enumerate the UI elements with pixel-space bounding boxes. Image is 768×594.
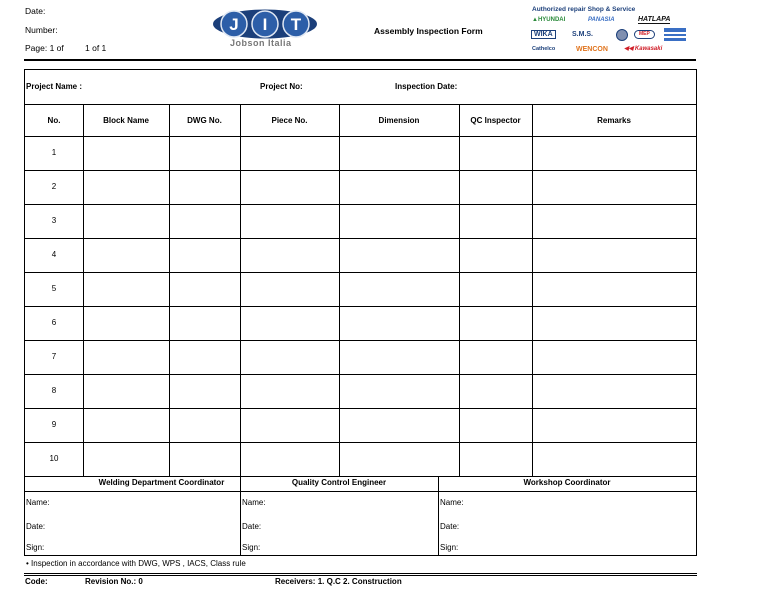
partner-flag-icon (664, 28, 686, 41)
form-left-border (24, 69, 25, 556)
table-row-number: 8 (51, 386, 57, 395)
workshop-date-label: Date: (440, 522, 460, 531)
col-divider-5 (459, 104, 460, 476)
row-divider (24, 238, 697, 239)
col-header-qc-inspector: QC Inspector (470, 116, 521, 125)
row-divider (24, 204, 697, 205)
qc-sign-label: Sign: (242, 543, 261, 552)
partner-panasia: PANASIA (588, 17, 615, 23)
signature-divider-2 (438, 476, 439, 556)
workshop-name-label: Name: (440, 498, 464, 507)
table-row-number: 7 (51, 352, 57, 361)
partner-hatlapa: HATLAPA (638, 16, 671, 23)
form-title: Assembly Inspection Form (374, 26, 483, 36)
partner-round-icon (614, 29, 630, 41)
workshop-coordinator-title: Workshop Coordinator (523, 478, 611, 487)
partners-heading: Authorized repair Shop & Service (532, 6, 636, 13)
table-row-number: 4 (51, 250, 57, 259)
partner-cathelco: Cathelco (532, 46, 556, 52)
row-divider (24, 170, 697, 171)
welding-name-label: Name: (26, 498, 50, 507)
table-row-number: 3 (51, 216, 57, 225)
welding-coordinator-title: Welding Department Coordinator (98, 478, 225, 487)
header-rule (24, 59, 696, 61)
col-divider-3 (240, 104, 241, 476)
revision-label: Revision No.: 0 (85, 577, 143, 586)
partner-kawasaki: ◀◀ Kawasaki (624, 46, 663, 52)
form-top-border (24, 69, 697, 70)
col-divider-6 (532, 104, 533, 476)
header-row-divider (24, 136, 697, 137)
workshop-sign-label: Sign: (440, 543, 459, 552)
form-bottom-border (24, 555, 697, 556)
signature-header-divider (24, 491, 697, 492)
row-divider (24, 408, 697, 409)
project-row-divider (24, 104, 697, 105)
signature-divider-1 (240, 476, 241, 556)
number-label: Number: (25, 25, 58, 35)
project-no-label: Project No: (260, 82, 303, 91)
project-name-label: Project Name : (26, 82, 83, 91)
col-header-dwg-no: DWG No. (187, 116, 222, 125)
qc-engineer-title: Quality Control Engineer (291, 478, 387, 487)
logo-letter-t: T (290, 15, 302, 34)
welding-sign-label: Sign: (26, 543, 45, 552)
company-logo (212, 9, 318, 51)
partner-mep: MEP (634, 30, 655, 39)
row-divider (24, 306, 697, 307)
partner-wika: WIKA (531, 30, 556, 39)
table-row-number: 10 (49, 454, 59, 463)
footer-rule-top (24, 573, 697, 574)
page-count: 1 of 1 (85, 43, 107, 53)
partner-logos (528, 6, 696, 60)
logo-letter-i: I (262, 15, 268, 34)
page-label: Page: 1 of (25, 43, 64, 53)
row-divider (24, 340, 697, 341)
col-divider-2 (169, 104, 170, 476)
table-bottom-border (24, 476, 697, 477)
table-row-number: 6 (51, 318, 57, 327)
inspection-note: • Inspection in accordance with DWG, WPS , IACS, Class rule (26, 559, 246, 568)
form-right-border (696, 69, 697, 556)
logo-letter-j: J (229, 15, 239, 34)
table-row-number: 1 (51, 148, 57, 157)
col-divider-4 (339, 104, 340, 476)
row-divider (24, 374, 697, 375)
partner-sms: S.M.S. (572, 31, 594, 38)
qc-date-label: Date: (242, 522, 262, 531)
row-divider (24, 272, 697, 273)
inspection-date-label: Inspection Date: (395, 82, 458, 91)
row-divider (24, 442, 697, 443)
col-header-block-name: Block Name (103, 116, 149, 125)
code-label: Code: (25, 577, 48, 586)
partner-wencon: WENCON (576, 46, 608, 53)
logo-badge-icon (212, 9, 318, 39)
receivers-label: Receivers: 1. Q.C 2. Construction (275, 577, 402, 586)
col-header-piece-no: Piece No. (271, 116, 308, 125)
welding-date-label: Date: (26, 522, 46, 531)
col-divider-1 (83, 104, 84, 476)
table-row-number: 9 (51, 420, 57, 429)
footer-rule-bottom (24, 575, 697, 576)
table-row-number: 5 (51, 284, 57, 293)
col-header-remarks: Remarks (597, 116, 631, 125)
date-label: Date: (25, 6, 46, 16)
col-header-no: No. (47, 116, 61, 125)
col-header-dimension: Dimension (378, 116, 420, 125)
logo-subtitle: Jobson Italia (230, 38, 292, 48)
qc-name-label: Name: (242, 498, 266, 507)
partner-hyundai: ▲HYUNDAI (532, 17, 566, 23)
table-row-number: 2 (51, 182, 57, 191)
